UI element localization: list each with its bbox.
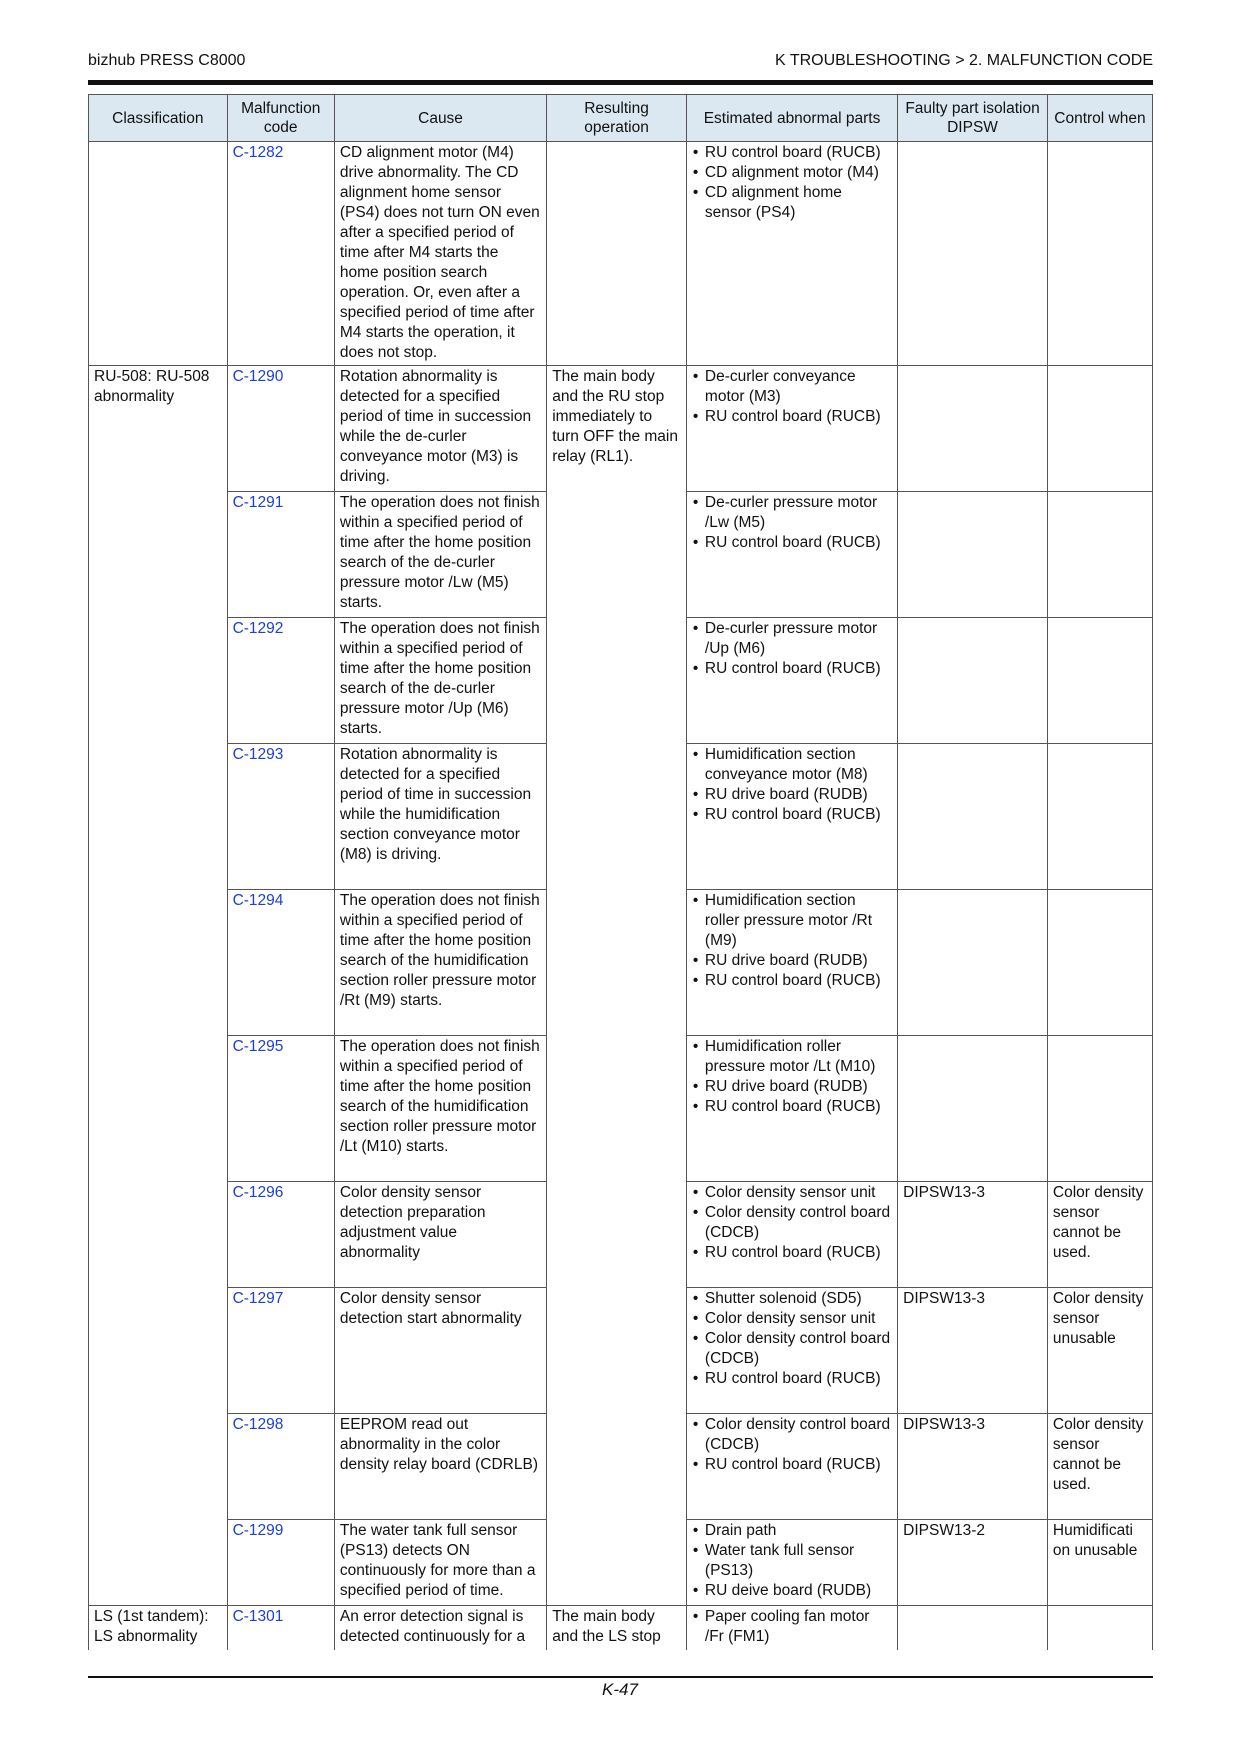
operation-cell: The main body and the LS stop — [547, 1606, 687, 1650]
malfunction-code-link[interactable]: C-1292 — [232, 620, 284, 637]
dipsw-cell — [898, 142, 1048, 366]
operation-cell — [547, 744, 687, 890]
operation-cell — [547, 1036, 687, 1182]
malfunction-code-link[interactable]: C-1294 — [232, 892, 284, 909]
cause-cell: The operation does not finish within a specified period of time after the home position search of the humidification section roller pressure motor /Lt (M10) starts. — [334, 1036, 546, 1182]
parts-cell — [686, 1036, 897, 1182]
malfunction-code-link[interactable]: C-1298 — [232, 1416, 284, 1433]
table-row — [89, 1414, 1153, 1520]
part-item: • RU control board (RUCB) — [692, 971, 892, 991]
operation-cell: The main body and the RU stop immediately to turn OFF the main relay (RL1). — [547, 366, 687, 492]
parts-cell — [686, 142, 897, 366]
cause-cell: The operation does not finish within a specified period of time after the home position search of the humidification section roller pressure motor /Rt (M9) starts. — [334, 890, 546, 1036]
operation-cell — [547, 142, 687, 366]
table-row — [89, 1606, 1153, 1650]
code-cell[interactable] — [227, 1036, 334, 1182]
col-header-cause: Cause — [334, 95, 546, 142]
table-row — [89, 1036, 1153, 1182]
parts-cell — [686, 1182, 897, 1288]
code-cell[interactable] — [227, 744, 334, 890]
code-cell[interactable] — [227, 1520, 334, 1606]
table-row — [89, 1182, 1153, 1288]
col-header-classification: Classification — [89, 95, 228, 142]
control-cell — [1047, 1606, 1152, 1650]
part-item: • Shutter solenoid (SD5) — [692, 1289, 892, 1309]
table-row — [89, 1288, 1153, 1414]
operation-cell — [547, 890, 687, 1036]
operation-cell — [547, 1288, 687, 1414]
table-row — [89, 744, 1153, 890]
dipsw-cell — [898, 366, 1048, 492]
table-row — [89, 890, 1153, 1036]
part-item: • Drain path — [692, 1521, 892, 1541]
dipsw-cell — [898, 1036, 1048, 1182]
cause-cell: The operation does not finish within a specified period of time after the home position search of the de-curler pressure motor /Up (M6) starts. — [334, 618, 546, 744]
part-item: • Color density control board (CDCB) — [692, 1329, 892, 1369]
part-item: • CD alignment home sensor (PS4) — [692, 183, 892, 223]
part-item: • De-curler conveyance motor (M3) — [692, 367, 892, 407]
classification-cell: LS (1st tandem): LS abnormality — [89, 1606, 228, 1650]
parts-cell — [686, 1606, 897, 1650]
malfunction-code-link[interactable]: C-1290 — [232, 368, 284, 385]
part-item: • RU control board (RUCB) — [692, 1455, 892, 1475]
cause-cell: An error detection signal is detected continuously for a — [334, 1606, 546, 1650]
control-cell — [1047, 366, 1152, 492]
code-cell[interactable] — [227, 142, 334, 366]
operation-cell — [547, 1520, 687, 1606]
cause-cell: The operation does not finish within a specified period of time after the home position search of the de-curler pressure motor /Lw (M5) starts. — [334, 492, 546, 618]
col-header-control: Control when — [1047, 95, 1152, 142]
malfunction-code-link[interactable]: C-1295 — [232, 1038, 284, 1055]
table-row — [89, 1520, 1153, 1606]
footer-divider — [88, 1676, 1153, 1678]
control-cell — [1047, 890, 1152, 1036]
dipsw-cell — [898, 618, 1048, 744]
control-cell — [1047, 618, 1152, 744]
table-row — [89, 618, 1153, 744]
part-item: • RU control board (RUCB) — [692, 1243, 892, 1263]
col-header-parts: Estimated abnormal parts — [686, 95, 897, 142]
control-cell — [1047, 1036, 1152, 1182]
parts-cell — [686, 618, 897, 744]
classification-cell: RU-508: RU-508 abnormality — [89, 366, 228, 1606]
cause-cell: Color density sensor detection start abnormality — [334, 1288, 546, 1414]
document-title: bizhub PRESS C8000 — [88, 52, 246, 69]
part-item: • Water tank full sensor (PS13) — [692, 1541, 892, 1581]
control-cell — [1047, 744, 1152, 890]
cause-cell: The water tank full sensor (PS13) detects ON continuously for more than a specified period of time. — [334, 1520, 546, 1606]
malfunction-code-link[interactable]: C-1291 — [232, 494, 284, 511]
parts-cell — [686, 744, 897, 890]
cause-cell: Rotation abnormality is detected for a specified period of time in succession while the humidification section conveyance motor (M8) is driving. — [334, 744, 546, 890]
page-number: K-47 — [602, 1680, 638, 1699]
control-cell: Color density sensor cannot be used. — [1047, 1414, 1152, 1520]
dipsw-cell — [898, 1606, 1048, 1650]
cause-cell: Rotation abnormality is detected for a specified period of time in succession while the de-curler conveyance motor (M3) is driving. — [334, 366, 546, 492]
part-item: • Color density control board (CDCB) — [692, 1203, 892, 1243]
part-item: • Humidification section roller pressure motor /Rt (M9) — [692, 891, 892, 951]
table-row — [89, 142, 1153, 366]
cause-cell: EEPROM read out abnormality in the color density relay board (CDRLB) — [334, 1414, 546, 1520]
control-cell: Humidificati on unusable — [1047, 1520, 1152, 1606]
page-header — [88, 50, 1153, 85]
part-item: • Color density control board (CDCB) — [692, 1415, 892, 1455]
table-row — [89, 366, 1153, 492]
dipsw-cell: DIPSW13-3 — [898, 1182, 1048, 1288]
malfunction-code-link[interactable]: C-1293 — [232, 746, 284, 763]
malfunction-code-table — [88, 94, 1153, 1650]
dipsw-cell: DIPSW13-2 — [898, 1520, 1048, 1606]
dipsw-cell — [898, 744, 1048, 890]
control-cell: Color density sensor cannot be used. — [1047, 1182, 1152, 1288]
code-cell[interactable] — [227, 618, 334, 744]
part-item: • RU drive board (RUDB) — [692, 785, 892, 805]
col-header-operation: Resulting operation — [547, 95, 687, 142]
part-item: • RU control board (RUCB) — [692, 533, 892, 553]
part-item: • RU control board (RUCB) — [692, 659, 892, 679]
part-item: • RU drive board (RUDB) — [692, 951, 892, 971]
code-cell[interactable] — [227, 1606, 334, 1650]
control-cell: Color density sensor unusable — [1047, 1288, 1152, 1414]
dipsw-cell — [898, 890, 1048, 1036]
part-item: • RU deive board (RUDB) — [692, 1581, 892, 1601]
operation-cell — [547, 618, 687, 744]
parts-cell — [686, 366, 897, 492]
parts-cell — [686, 1520, 897, 1606]
part-item: • De-curler pressure motor /Up (M6) — [692, 619, 892, 659]
code-cell[interactable] — [227, 1288, 334, 1414]
code-cell[interactable] — [227, 890, 334, 1036]
cause-cell: CD alignment motor (M4) drive abnormality. The CD alignment home sensor (PS4) does not turn ON even after a specified period of time after M4 starts the home position search operation. Or, even after a specified period of time after M4 starts the operation, it does not stop. — [334, 142, 546, 366]
part-item: • RU control board (RUCB) — [692, 1097, 892, 1117]
classification-cell — [89, 142, 228, 366]
parts-cell — [686, 1288, 897, 1414]
part-item: • Color density sensor unit — [692, 1183, 892, 1203]
dipsw-cell: DIPSW13-3 — [898, 1288, 1048, 1414]
part-item: • RU drive board (RUDB) — [692, 1077, 892, 1097]
malfunction-code-link[interactable]: C-1297 — [232, 1290, 284, 1307]
operation-cell — [547, 1182, 687, 1288]
part-item: • RU control board (RUCB) — [692, 143, 892, 163]
part-item: • CD alignment motor (M4) — [692, 163, 892, 183]
dipsw-cell — [898, 492, 1048, 618]
malfunction-code-link[interactable]: C-1296 — [232, 1184, 284, 1201]
parts-cell — [686, 492, 897, 618]
control-cell — [1047, 492, 1152, 618]
cause-cell: Color density sensor detection preparation adjustment value abnormality — [334, 1182, 546, 1288]
section-breadcrumb: K TROUBLESHOOTING > 2. MALFUNCTION CODE — [775, 52, 1153, 69]
code-cell[interactable] — [227, 1182, 334, 1288]
col-header-dipsw: Faulty part isolation DIPSW — [898, 95, 1048, 142]
malfunction-code-link[interactable]: C-1282 — [232, 144, 284, 161]
malfunction-code-link[interactable]: C-1301 — [232, 1608, 284, 1625]
control-cell — [1047, 142, 1152, 366]
operation-cell — [547, 492, 687, 618]
code-cell[interactable] — [227, 1414, 334, 1520]
table-row — [89, 492, 1153, 618]
part-item: • Humidification section conveyance motor (M8) — [692, 745, 892, 785]
malfunction-code-link[interactable]: C-1299 — [232, 1522, 284, 1539]
part-item: • De-curler pressure motor /Lw (M5) — [692, 493, 892, 533]
dipsw-cell: DIPSW13-3 — [898, 1414, 1048, 1520]
part-item: • Paper cooling fan motor /Fr (FM1) — [692, 1607, 892, 1647]
part-item: • RU control board (RUCB) — [692, 805, 892, 825]
parts-cell — [686, 1414, 897, 1520]
part-item: • Color density sensor unit — [692, 1309, 892, 1329]
parts-cell — [686, 890, 897, 1036]
table-header-row — [89, 95, 1153, 142]
part-item: • RU control board (RUCB) — [692, 1369, 892, 1389]
code-cell[interactable] — [227, 492, 334, 618]
code-cell[interactable] — [227, 366, 334, 492]
col-header-code: Malfunction code — [227, 95, 334, 142]
part-item: • Humidification roller pressure motor /Lt (M10) — [692, 1037, 892, 1077]
operation-cell — [547, 1414, 687, 1520]
part-item: • RU control board (RUCB) — [692, 407, 892, 427]
